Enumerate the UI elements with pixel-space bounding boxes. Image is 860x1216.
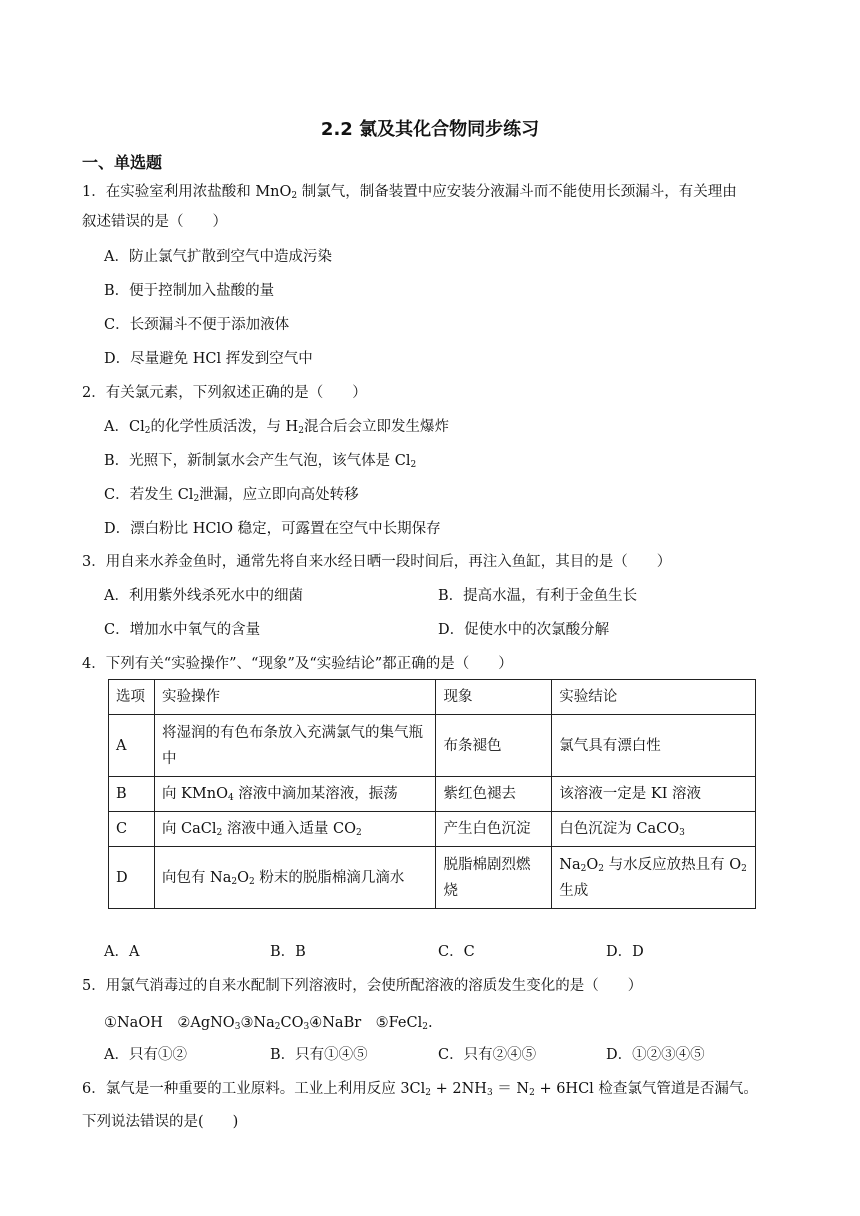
table-cell: 氯气具有漂白性: [552, 715, 756, 777]
question-4-option-c[interactable]: C．C: [438, 944, 475, 960]
question-1-option-a[interactable]: A．防止氯气扩散到空气中造成污染: [104, 249, 332, 265]
section-heading: 一、单选题: [82, 153, 163, 172]
table-cell: $Na_2O_2$ 与水反应放热且有 $O_2$ 生成: [552, 847, 756, 909]
question-3-option-a[interactable]: A．利用紫外线杀死水中的细菌: [104, 588, 303, 604]
question-2-option-c[interactable]: C．若发生 $Cl_2$泄漏，应立即向高处转移: [104, 487, 359, 504]
question-3-option-b[interactable]: B．提高水温，有利于金鱼生长: [438, 588, 638, 604]
table-header-cell: 现象: [436, 680, 552, 715]
question-5-option-b[interactable]: B．只有①④⑤: [270, 1047, 368, 1063]
question-4-option-d[interactable]: D．D: [606, 944, 644, 960]
question-5-option-d[interactable]: D．①②③④⑤: [606, 1047, 705, 1063]
question-4-stem: 4．下列有关“实验操作”、“现象”及“实验结论”都正确的是（ ）: [82, 656, 513, 672]
table-cell: 将湿润的有色布条放入充满氯气的集气瓶中: [154, 715, 436, 777]
question-2-option-b[interactable]: B．光照下，新制氯水会产生气泡，该气体是 $Cl_2$: [104, 453, 417, 470]
table-header-cell: 实验结论: [552, 680, 756, 715]
table-cell: 紫红色褪去: [436, 777, 552, 812]
question-3-option-c[interactable]: C．增加水中氧气的含量: [104, 622, 261, 638]
table-row: [109, 777, 756, 812]
question-6-stem: 6．氯气是一种重要的工业原料。工业上利用反应 $3Cl_2 + 2NH_3 = N_2 + 6HCl$ 检查氯气管道是否漏气。: [82, 1081, 758, 1098]
table-cell: 白色沉淀为 CaCO$_3$: [552, 812, 756, 847]
question-3-option-d[interactable]: D．促使水中的次氯酸分解: [438, 622, 610, 638]
question-1-option-c[interactable]: C．长颈漏斗不便于添加液体: [104, 317, 290, 333]
table-cell: D: [109, 847, 155, 909]
page-title: 2.2 氯及其化合物同步练习: [320, 119, 540, 140]
question-5-option-a[interactable]: A．只有①②: [104, 1047, 187, 1063]
table-header-row: [109, 680, 756, 715]
table-cell: 产生白色沉淀: [436, 812, 552, 847]
table-cell: 向 CaCl$_2$ 溶液中通入适量 $CO_2$: [154, 812, 436, 847]
table-cell: C: [109, 812, 155, 847]
table-row: [109, 715, 756, 777]
question-2-option-a[interactable]: A．$Cl_2$的化学性质活泼，与 $H_2$混合后会立即发生爆炸: [104, 419, 449, 436]
question-1-stem-cont: 叙述错误的是（ ）: [82, 214, 227, 230]
question-5-items: ①NaOH $②AgNO_3③Na_2CO_3④NaBr$ ⑤FeCl$_2$.: [104, 1015, 433, 1032]
question-4-option-a[interactable]: A．A: [104, 944, 140, 960]
table-cell: 布条褪色: [436, 715, 552, 777]
question-5-option-c[interactable]: C．只有②④⑤: [438, 1047, 537, 1063]
table-row: [109, 847, 756, 909]
table-cell: 向包有 $Na_2O_2$ 粉末的脱脂棉滴几滴水: [154, 847, 436, 909]
table-cell: 向 KMnO$_4$ 溶液中滴加某溶液，振荡: [154, 777, 436, 812]
question-2-stem: 2．有关氯元素，下列叙述正确的是（ ）: [82, 385, 367, 401]
question-1-option-b[interactable]: B．便于控制加入盐酸的量: [104, 283, 275, 299]
question-1-option-d[interactable]: D．尽量避免 HCl 挥发到空气中: [104, 351, 313, 367]
table-cell: 该溶液一定是 KI 溶液: [552, 777, 756, 812]
question-1-stem: 1．在实验室利用浓盐酸和 MnO$_2$ 制氯气，制备装置中应安装分液漏斗而不能使用长颈漏斗，有关理由: [82, 184, 737, 201]
table-row: [109, 812, 756, 847]
table-header-cell: 实验操作: [154, 680, 436, 715]
question-2-option-d[interactable]: D．漂白粉比 HClO 稳定，可露置在空气中长期保存: [104, 521, 441, 537]
table-cell: A: [109, 715, 155, 777]
question-6-stem-cont: 下列说法错误的是( ): [82, 1114, 239, 1130]
question-5-stem: 5．用氯气消毒过的自来水配制下列溶液时，会使所配溶液的溶质发生变化的是（ ）: [82, 978, 643, 994]
experiment-table: [108, 679, 756, 909]
question-4-option-b[interactable]: B．B: [270, 944, 306, 960]
table-cell: B: [109, 777, 155, 812]
question-3-stem: 3．用自来水养金鱼时，通常先将自来水经日晒一段时间后，再注入鱼缸，其目的是（ ）: [82, 554, 672, 570]
table-header-cell: 选项: [109, 680, 155, 715]
table-cell: 脱脂棉剧烈燃烧: [436, 847, 552, 909]
